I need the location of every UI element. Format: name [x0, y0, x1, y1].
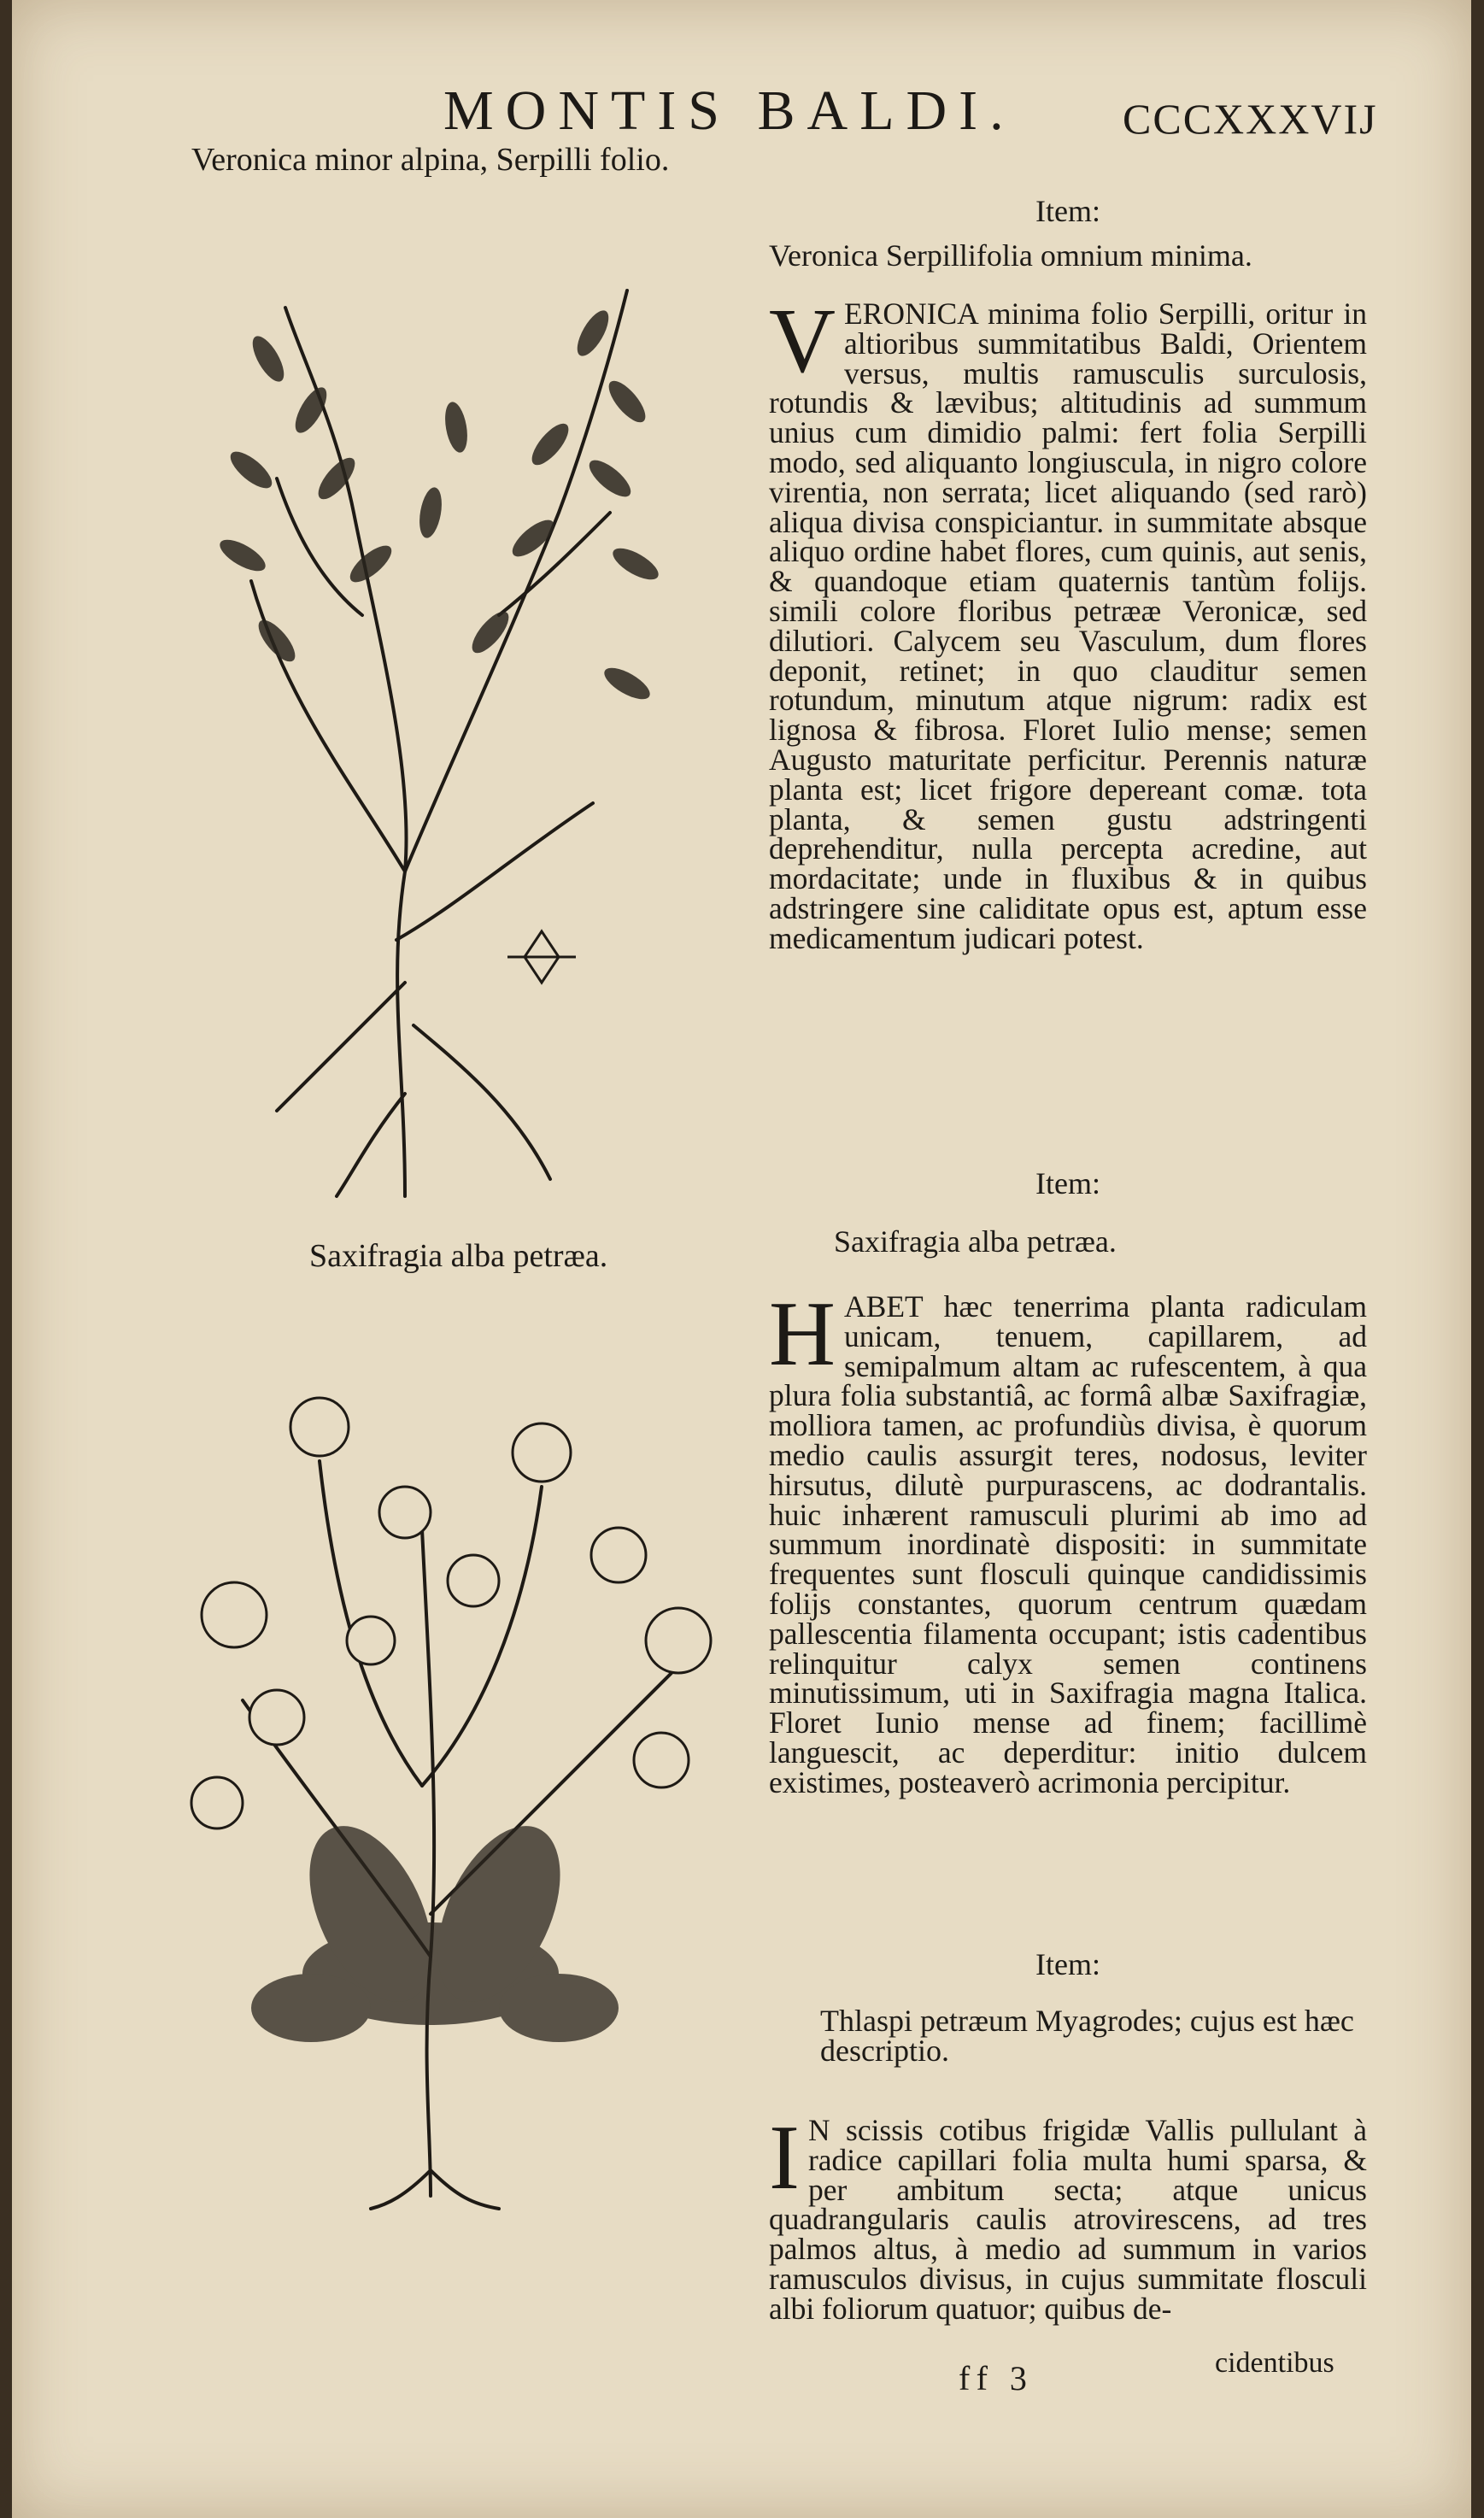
veronica-woodcut-illustration	[149, 256, 721, 1213]
paragraph-veronica	[769, 291, 1367, 955]
drop-cap: I	[769, 2116, 800, 2209]
paragraph-thlaspi	[769, 2116, 1367, 2343]
item-heading-2: Item:	[1035, 1166, 1100, 1200]
catchword: cidentibus	[1215, 2347, 1334, 2379]
drop-cap: H	[769, 1283, 836, 1385]
section-title-thlaspi: Thlaspi petræum Myagrodes; cujus est hæc descriptio.	[820, 2004, 1354, 2068]
plant-caption-saxifragia: Saxifragia alba petræa.	[309, 1238, 608, 1274]
saxifragia-woodcut-illustration	[149, 1359, 764, 2213]
paragraph-text: ABET hæc tenerrima planta radiculam unicam, tenuem, capillarem, ad semipalmum altam ac rufescentem, à qua plura folia substantiâ, ac formâ albæ Saxifragiæ, molliora tamen, ac profundiùs divisa, è quorum medio caulis assurgit teres, nodosus, leviter hirsutus, dilutè purpurascens, ac dodrantalis. huic inhærent ramusculi plurimi ab imo ad summum inordinatè dispositi: in summitate frequentes sunt flosculi quinque candidissimis folijs constantes, quorum centrum quædam pallescentia filamenta occupant; istis cadentibus relinquitur calyx semen continens minutissimum, uti in Saxifragia magna Italica. Floret Iunio mense ad finem; facillimè languescit, ac deperditur: initio dulcem existimes, posteaverò acrimonia percipitur.	[769, 1289, 1367, 1799]
book-page	[12, 0, 1471, 2518]
page-number: CCCXXXVIJ	[1123, 95, 1378, 143]
section-title-saxifragia: Saxifragia alba petræa.	[834, 1224, 1117, 1259]
paragraph-saxifragia	[769, 1283, 1367, 1799]
running-head: MONTIS BALDI.	[443, 79, 1016, 142]
item-heading-1: Item:	[1035, 194, 1100, 228]
plant-caption-veronica: Veronica minor alpina, Serpilli folio.	[191, 142, 670, 178]
drop-cap: V	[769, 291, 836, 392]
paragraph-text: ERONICA minima folio Serpilli, oritur in altioribus summitatibus Baldi, Orientem versus, multis ramusculis surculosis, rotundis & lævibus; altitudinis ad summum unius cum dimidio palmi: fert folia Serpilli modo, sed aliquanto longiuscula, in nigro colore virentia, non serrata; licet aliquando (sed rarò) aliqua divisa conspiciantur. in summitate absque aliquo ordine habet flores, cum quinis, aut senis, & quandoque etiam quaternis tantùm folijs. simili colore floribus petrææ Veronicæ, sed dilutiori. Calycem seu Vasculum, dum flores deponit, retinet; in quo clauditur semen rotundum, minutum atque nigrum: radix est lignosa & fibrosa. Floret Iulio mense; semen Augusto maturitate perficitur. Perennis naturæ planta est; licet frigore depereant comæ. tota planta, & semen gustu adstringenti deprehenditur, nulla percepta acredine, aut mordacitate; unde in fluxibus & in quibus adstringere sine caliditate opus est, aptum esse medicamentum judicari potest.	[769, 296, 1367, 955]
section-title-veronica: Veronica Serpillifolia omnium minima.	[769, 238, 1252, 273]
signature-mark: ff 3	[959, 2359, 1034, 2398]
item-heading-3: Item:	[1035, 1947, 1100, 1981]
paragraph-text: N scissis cotibus frigidæ Vallis pullulant à radice capillari folia multa humi sparsa, & per ambitum secta; atque unicus quadrangularis caulis atrovirescens, ad tres palmos altus, à medio ad summum in varios ramusculos divisus, in cujus summitate flosculi albi foliorum quatuor; quibus de-	[769, 2116, 1367, 2326]
